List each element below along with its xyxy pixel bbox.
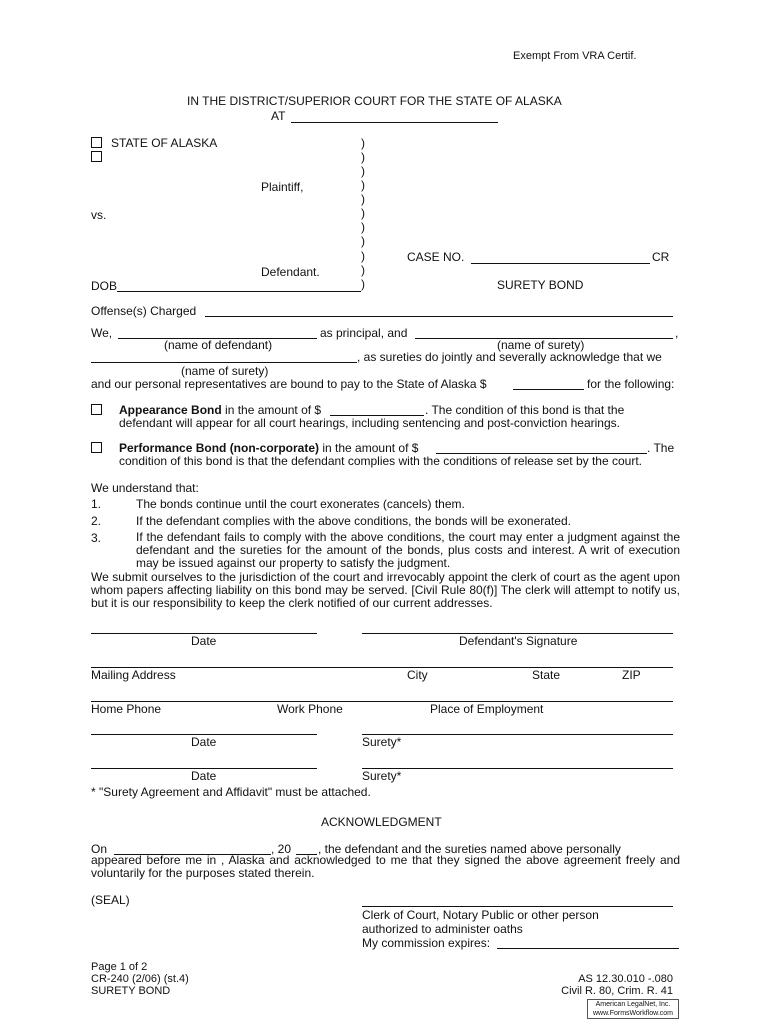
work-phone-label: Work Phone (277, 702, 343, 716)
name-surety-caption: (name of surety) (497, 338, 585, 352)
caption-paren: ) (361, 164, 365, 178)
state-checkbox[interactable] (91, 137, 102, 148)
caption-paren: ) (361, 249, 365, 263)
seal-label: (SEAL) (91, 893, 130, 907)
list-item-number: 3. (91, 531, 102, 545)
surety-label-1: Surety* (362, 735, 402, 749)
name-defendant-caption: (name of defendant) (164, 338, 273, 352)
vs-label: vs. (91, 208, 107, 222)
other-plaintiff-checkbox[interactable] (91, 151, 102, 162)
caption-paren: ) (361, 220, 365, 234)
caption-paren: ) (361, 234, 365, 248)
case-no-label: CASE NO. (407, 250, 465, 264)
court-heading: IN THE DISTRICT/SUPERIOR COURT FOR THE STATE OF ALASKA (187, 94, 562, 108)
caption-paren: ) (361, 206, 365, 220)
bond-amount-field[interactable] (513, 389, 584, 390)
legalnet-badge[interactable] (587, 999, 679, 1019)
submit-paragraph: We submit ourselves to the jurisdiction of the court and irrevocably appoint the clerk of court as the agent upon whom papers affecting liability on this bond may be served. [Civil Rule 80(f)] The clerk will attempt to notify us, but it is our responsibility to keep the clerk notified of our current addresses. (91, 570, 680, 610)
comma: , (675, 326, 679, 340)
court-location-field[interactable] (291, 122, 498, 123)
state-label-address: State (532, 668, 561, 682)
defendant-label: Defendant. (261, 265, 320, 279)
surety-signature-line-2[interactable] (362, 768, 673, 769)
legalnet-url: www.FormsWorkflow.com (593, 1010, 673, 1017)
document-title: SURETY BOND (497, 278, 584, 292)
date-label-3: Date (191, 769, 217, 783)
case-no-field[interactable] (471, 263, 650, 264)
as-principal-label: as principal, and (320, 326, 408, 340)
state-label: STATE OF ALASKA (111, 136, 218, 150)
performance-condition: . The (647, 441, 675, 455)
for-following: for the following: (587, 377, 675, 391)
date-label-2: Date (191, 735, 217, 749)
home-phone-label: Home Phone (91, 702, 162, 716)
statute-reference: AS 12.30.010 -.080 (578, 973, 673, 985)
appearance-bond-checkbox[interactable] (91, 404, 102, 415)
caption-paren: ) (361, 277, 365, 291)
caption-paren: ) (361, 136, 365, 150)
list-item-number: 1. (91, 497, 102, 511)
city-label: City (407, 668, 428, 682)
form-name: SURETY BOND (91, 985, 171, 997)
performance-condition-line2: condition of this bond is that the defendant complies with the conditions of release set by the court. (119, 454, 642, 468)
sureties-text: , as sureties do jointly and severally acknowledge that we (357, 350, 662, 364)
at-label: AT (271, 109, 286, 123)
mailing-address-label: Mailing Address (91, 668, 176, 682)
clerk-label-1: Clerk of Court, Notary Public or other person (362, 908, 599, 922)
dob-field[interactable] (117, 291, 361, 292)
appearance-condition-line2: defendant will appear for all court hearings, including sentencing and post-conviction hearings. (119, 416, 620, 430)
we-label: We, (91, 326, 113, 340)
list-item: If the defendant complies with the above conditions, the bonds will be exonerated. (136, 514, 571, 528)
mailing-address-line[interactable] (91, 667, 673, 668)
surety2-name-field[interactable] (91, 362, 357, 363)
clerk-signature-line[interactable] (362, 906, 673, 907)
list-item-number: 2. (91, 514, 102, 528)
commission-label: My commission expires: (362, 936, 491, 950)
caption-paren: ) (361, 263, 365, 277)
offense-field[interactable] (205, 316, 673, 317)
date-label-1: Date (191, 634, 217, 648)
ack-on-label: On (91, 842, 108, 856)
plaintiff-label: Plaintiff, (261, 180, 304, 194)
performance-bond-label: Performance Bond (non-corporate) in the amount of $ (119, 441, 419, 455)
acknowledgment-title: ACKNOWLEDGMENT (321, 815, 442, 829)
form-number: CR-240 (2/06) (st.4) (91, 973, 189, 985)
defendant-signature-label: Defendant's Signature (459, 634, 578, 648)
rule-reference: Civil R. 80, Crim. R. 41 (561, 985, 673, 997)
list-item: The bonds continue until the court exonerates (cancels) them. (136, 497, 465, 511)
dob-label: DOB (91, 279, 118, 293)
performance-bond-checkbox[interactable] (91, 442, 102, 453)
commission-expires-field[interactable] (497, 948, 679, 949)
understand-heading: We understand that: (91, 481, 199, 495)
surety-signature-line-1[interactable] (362, 734, 673, 735)
clerk-label-2: authorized to administer oaths (362, 922, 523, 936)
bound-text: and our personal representatives are bound to pay to the State of Alaska $ (91, 377, 487, 391)
list-item: If the defendant fails to comply with the above conditions, the court may enter a judgment against the defendant and the sureties for the amount of the bonds, plus costs and interest. A writ of execution may be issued against our property to satisfy the judgment. (136, 530, 680, 570)
offense-label: Offense(s) Charged (91, 304, 197, 318)
ack-text-paragraph: appeared before me in , Alaska and acknowledged to me that they signed the above agreement freely and voluntarily for the purposes stated therein. (91, 853, 680, 880)
surety-label-2: Surety* (362, 769, 402, 783)
name-surety2-caption: (name of surety) (181, 364, 269, 378)
appearance-bond-label: Appearance Bond in the amount of $ (119, 403, 322, 417)
surety-note: * "Surety Agreement and Affidavit" must be attached. (91, 785, 371, 799)
caption-paren: ) (361, 150, 365, 164)
caption-paren: ) (361, 178, 365, 192)
caption-paren: ) (361, 192, 365, 206)
page-number: Page 1 of 2 (91, 961, 148, 973)
employment-label: Place of Employment (430, 702, 544, 716)
ack-year-label: , 20 (271, 842, 292, 856)
phone-employment-line[interactable] (91, 701, 673, 702)
appearance-condition: . The condition of this bond is that the (425, 403, 625, 417)
cr-label: CR (652, 250, 670, 264)
ack-text-line1: , the defendant and the sureties named above personally (318, 842, 621, 856)
exempt-note: Exempt From VRA Certif. (513, 50, 637, 62)
zip-label: ZIP (622, 668, 641, 682)
legalnet-name: American LegalNet, Inc. (595, 1001, 671, 1008)
